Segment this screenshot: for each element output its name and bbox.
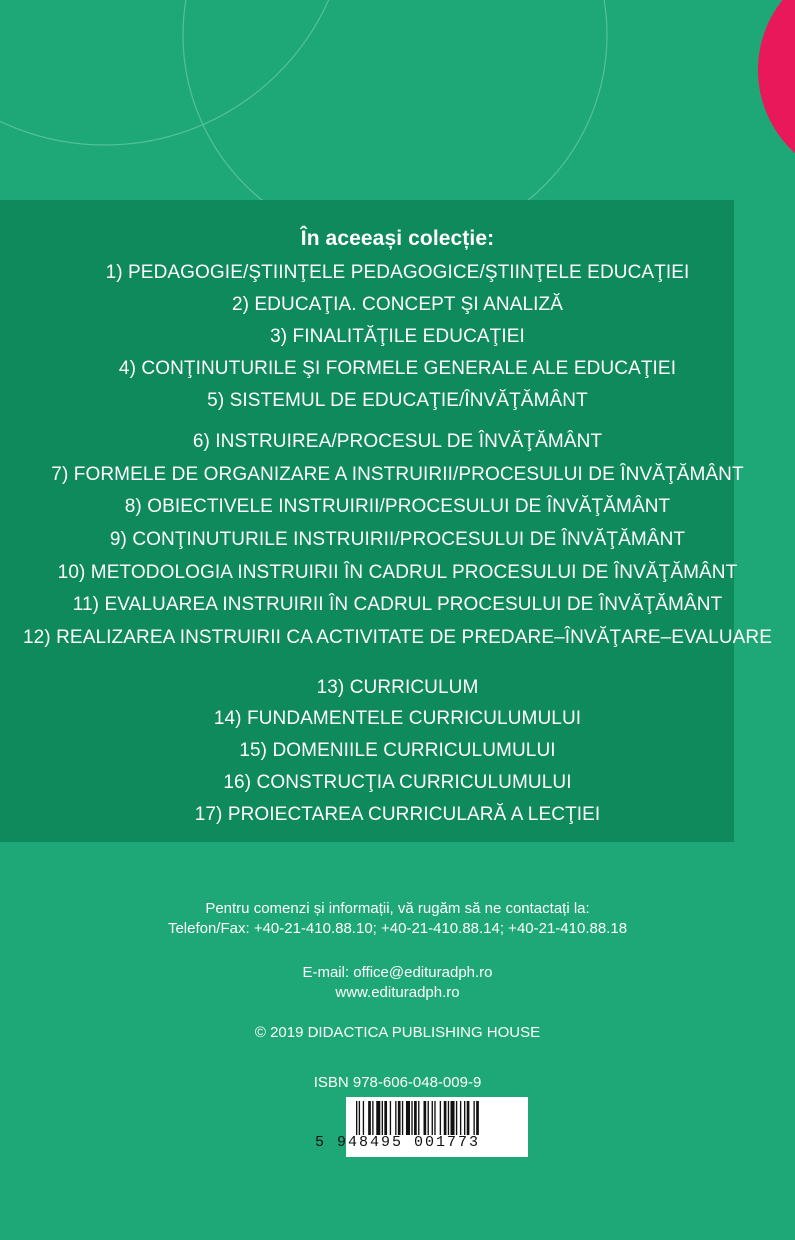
collection-item: 9) CONŢINUTURILE INSTRUIRII/PROCESULUI DE ÎNVĂŢĂMÂNT <box>109 529 686 550</box>
collection-item: 16) CONSTRUCŢIA CURRICULUMULUI <box>223 772 572 793</box>
barcode-bar <box>382 1101 383 1135</box>
collection-title: În aceeași colecție: <box>300 227 495 250</box>
barcode-bar <box>467 1101 470 1135</box>
barcode-digits: 5 948495 001773 <box>314 1134 481 1151</box>
barcode-bar <box>473 1101 474 1135</box>
barcode-bar <box>476 1101 479 1135</box>
barcode-bar <box>424 1101 427 1135</box>
collection-item: 14) FUNDAMENTELE CURRICULUMULUI <box>213 708 582 729</box>
collection-item: 12) REALIZAREA INSTRUIRII CA ACTIVITATE DE PREDARE–ÎNVĂŢARE–EVALUARE <box>22 627 773 648</box>
barcode-bar <box>359 1101 360 1135</box>
collection-item: 13) CURRICULUM <box>316 677 479 698</box>
barcode-bar <box>384 1101 387 1135</box>
barcode-bar <box>406 1101 410 1135</box>
barcode-bar <box>440 1101 441 1135</box>
barcode-bar <box>432 1101 433 1135</box>
barcode-bar <box>444 1101 447 1135</box>
barcode-bar <box>448 1101 449 1135</box>
barcode-bar <box>434 1101 435 1135</box>
collection-item: 15) DOMENIILE CURRICULUMULUI <box>239 740 556 761</box>
collection-item: 7) FORMELE DE ORGANIZARE A INSTRUIRII/PROCESULUI DE ÎNVĂŢĂMÂNT <box>51 464 744 485</box>
barcode-bar <box>451 1101 455 1135</box>
barcode-bar <box>418 1101 419 1135</box>
collection-item: 2) EDUCAŢIA. CONCEPT ŞI ANALIZĂ <box>231 294 564 315</box>
barcode-bar <box>464 1101 465 1135</box>
barcode-bar <box>428 1101 429 1135</box>
collection-item: 17) PROIECTAREA CURRICULARĂ A LECŢIEI <box>194 804 601 825</box>
collection-item: 6) INSTRUIREA/PROCESUL DE ÎNVĂŢĂMÂNT <box>192 431 603 452</box>
barcode-bar <box>376 1101 380 1135</box>
barcode-bar <box>460 1101 461 1135</box>
barcode-bar <box>363 1101 364 1135</box>
barcode-bar <box>398 1101 401 1135</box>
barcode-bar <box>356 1101 357 1135</box>
collection-item: 4) CONŢINUTURILE ŞI FORMELE GENERALE ALE EDUCAŢIEI <box>118 358 677 379</box>
collection-item: 11) EVALUAREA INSTRUIRII ÎN CADRUL PROCESULUI DE ÎNVĂŢĂMÂNT <box>72 594 723 615</box>
barcode-bar <box>372 1101 373 1135</box>
contact-intro: Pentru comenzi și informații, vă rugăm să ne contactați la: <box>205 900 590 917</box>
barcode-bar <box>368 1101 371 1135</box>
collection-item: 3) FINALITĂŢILE EDUCAŢIEI <box>270 326 525 347</box>
barcode-bar <box>395 1101 396 1135</box>
barcode-bar <box>456 1101 457 1135</box>
barcode-bar <box>414 1101 417 1135</box>
isbn: ISBN 978-606-048-009-9 <box>313 1074 482 1091</box>
collection-item: 10) METODOLOGIA INSTRUIRII ÎN CADRUL PROCESULUI DE ÎNVĂŢĂMÂNT <box>57 562 738 583</box>
barcode-bar <box>402 1101 403 1135</box>
collection-item: 5) SISTEMUL DE EDUCAŢIE/ÎNVĂŢĂMÂNT <box>207 390 588 411</box>
copyright: © 2019 DIDACTICA PUBLISHING HOUSE <box>254 1024 541 1041</box>
contact-email: E-mail: office@edituradph.ro <box>302 964 493 981</box>
barcode-bar <box>411 1101 412 1135</box>
barcode-bar <box>390 1101 391 1135</box>
collection-item: 8) OBIECTIVELE INSTRUIRII/PROCESULUI DE ÎNVĂŢĂMÂNT <box>124 496 671 517</box>
contact-phone: Telefon/Fax: +40-21-410.88.10; +40-21-410.88.14; +40-21-410.88.18 <box>167 920 628 937</box>
collection-item: 1) PEDAGOGIE/ŞTIINŢELE PEDAGOGICE/ŞTIINŢELE EDUCAŢIEI <box>105 262 690 283</box>
contact-website: www.edituradph.ro <box>335 984 460 1001</box>
